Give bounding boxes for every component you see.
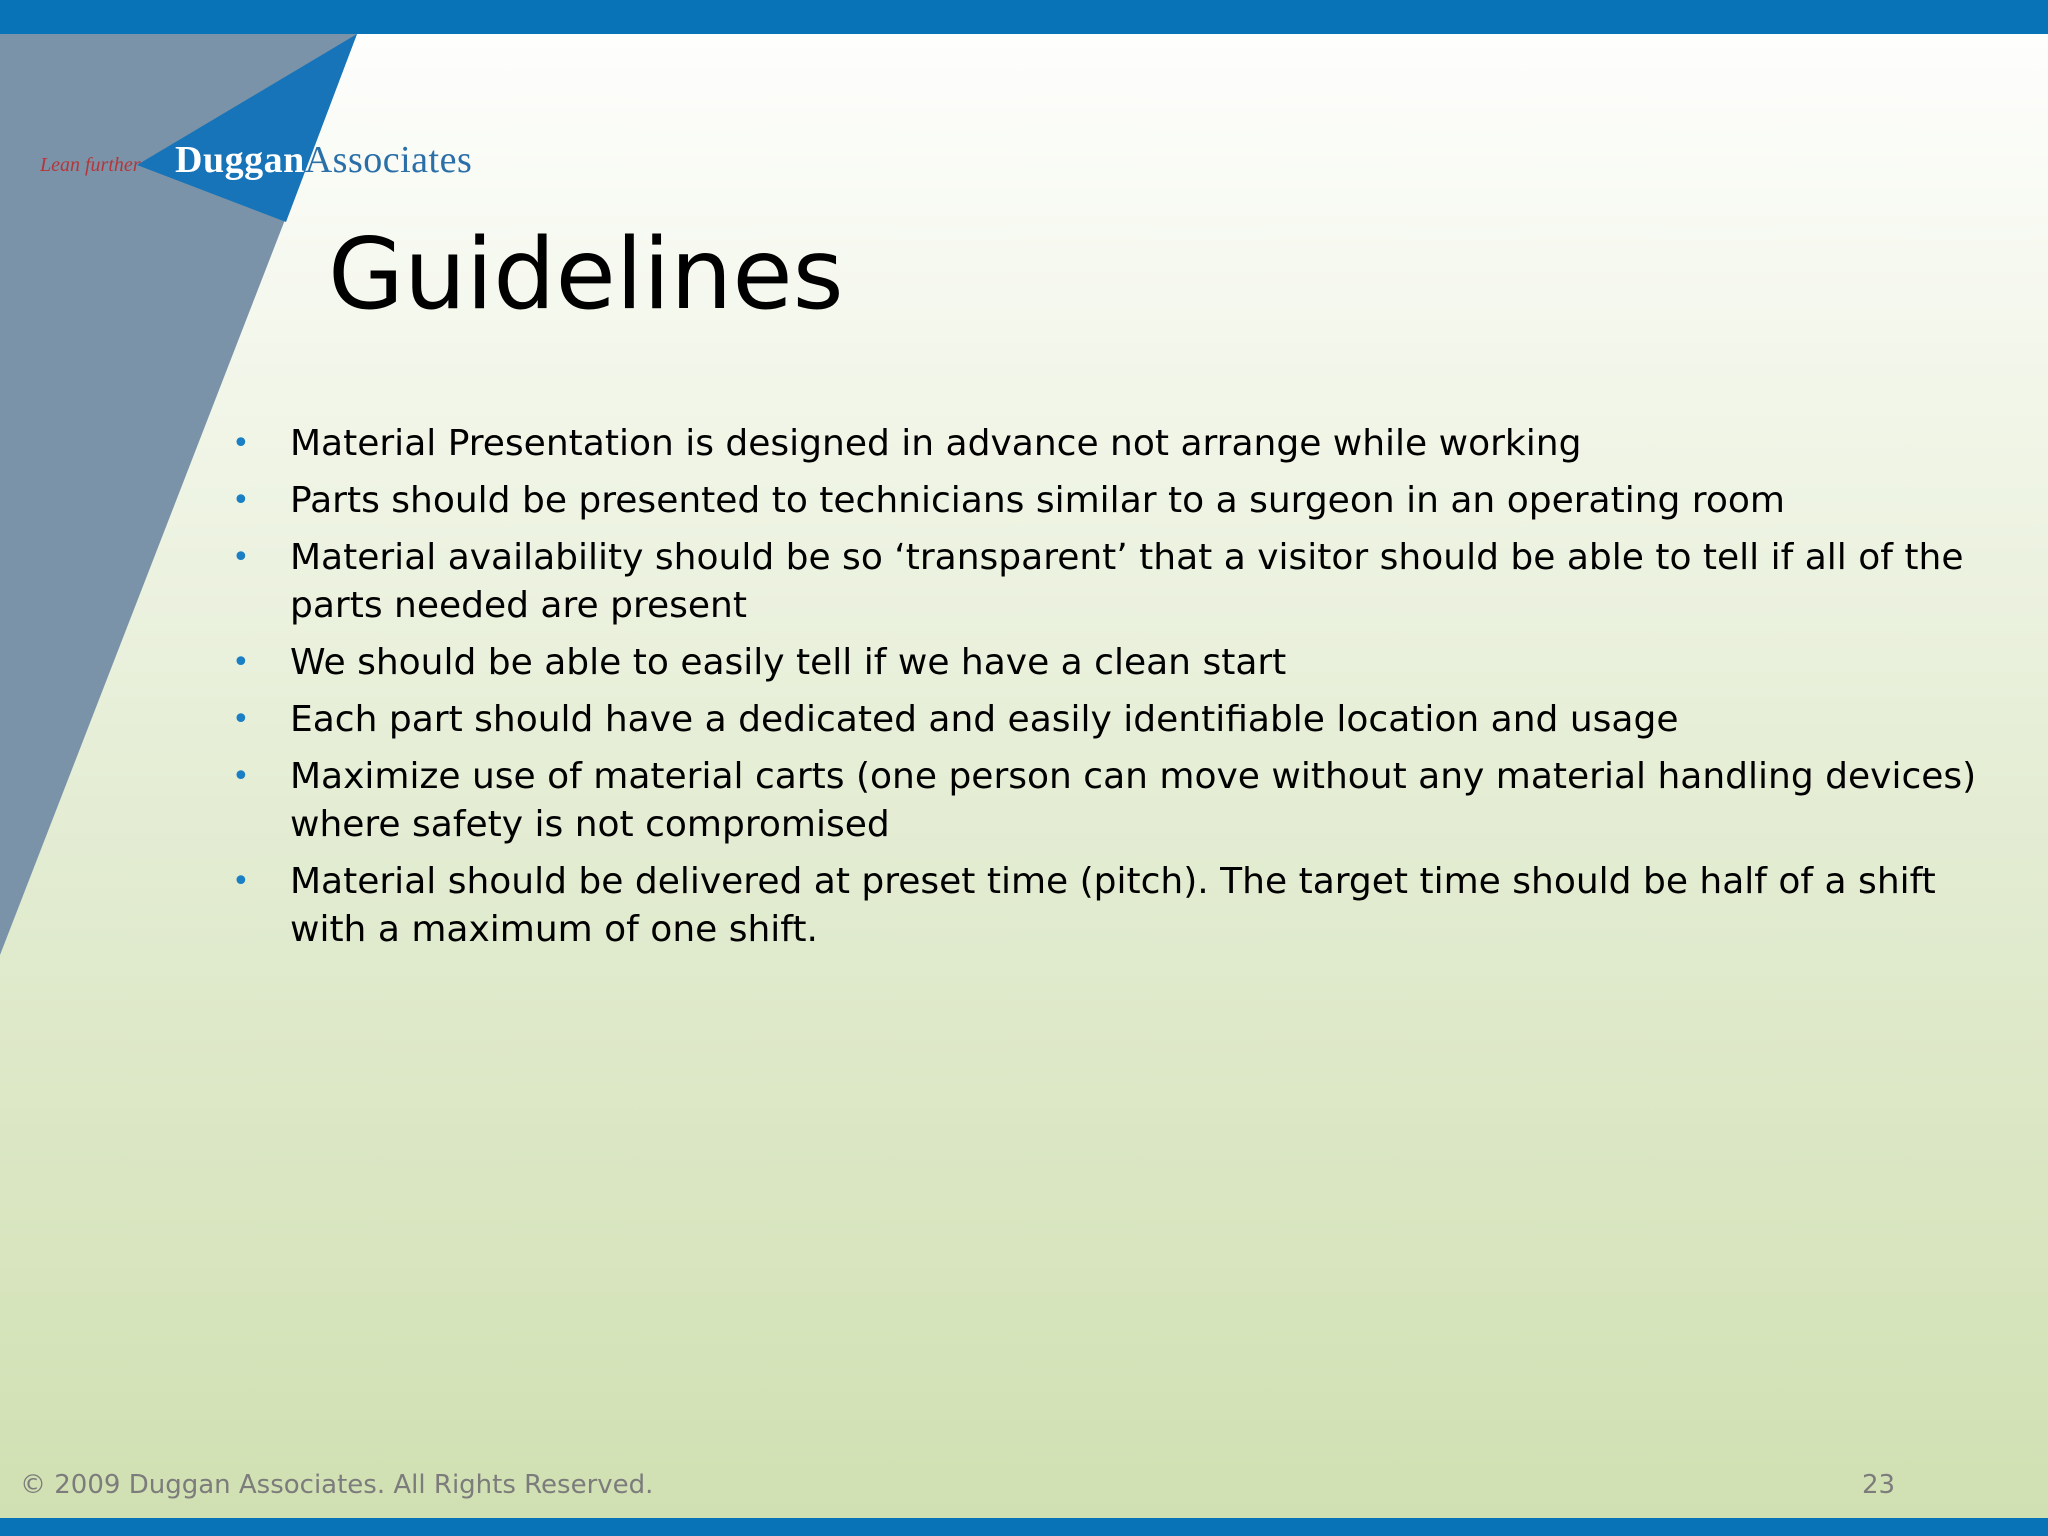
bottom-accent-bar (0, 1518, 2048, 1536)
bullet-item (232, 420, 1992, 468)
page-number: 23 (1862, 1470, 1896, 1500)
logo-tagline: Lean further (40, 154, 141, 176)
logo-name-light: Associates (304, 139, 473, 181)
bullet-icon: • (232, 864, 250, 899)
bullet-text: Material Presentation is designed in advance not arrange while working (290, 423, 1582, 464)
bullet-item (232, 858, 1992, 954)
bullet-icon: • (232, 426, 250, 461)
bullet-icon: • (232, 483, 250, 518)
bullet-icon: • (232, 702, 250, 737)
bullet-icon: • (232, 759, 250, 794)
bullet-text: Each part should have a dedicated and easily identifiable location and usage (290, 699, 1679, 740)
bullet-text: Material availability should be so ‘transparent’ that a visitor should be able to tell if all of the parts needed are present (290, 537, 1964, 626)
bullet-text: We should be able to easily tell if we have a clean start (290, 642, 1287, 683)
bullet-item (232, 534, 1992, 630)
bullet-text: Maximize use of material carts (one person can move without any material handling devices) where safety is not compromised (290, 756, 1977, 845)
bullet-text: Material should be delivered at preset time (pitch). The target time should be half of a shift with a maximum of one shift. (290, 861, 1936, 950)
bullet-icon: • (232, 645, 250, 680)
bullet-icon: • (232, 540, 250, 575)
bullet-list (232, 420, 1992, 963)
bullet-text: Parts should be presented to technicians similar to a surgeon in an operating room (290, 480, 1785, 521)
bullet-item (232, 639, 1992, 687)
bullet-item (232, 696, 1992, 744)
logo-wordmark (175, 138, 472, 182)
bullet-item (232, 477, 1992, 525)
bullet-item (232, 753, 1992, 849)
footer-copyright: © 2009 Duggan Associates. All Rights Reserved. (20, 1470, 654, 1500)
logo-name-strong: Duggan (175, 139, 305, 181)
slide-title: Guidelines (328, 218, 844, 332)
